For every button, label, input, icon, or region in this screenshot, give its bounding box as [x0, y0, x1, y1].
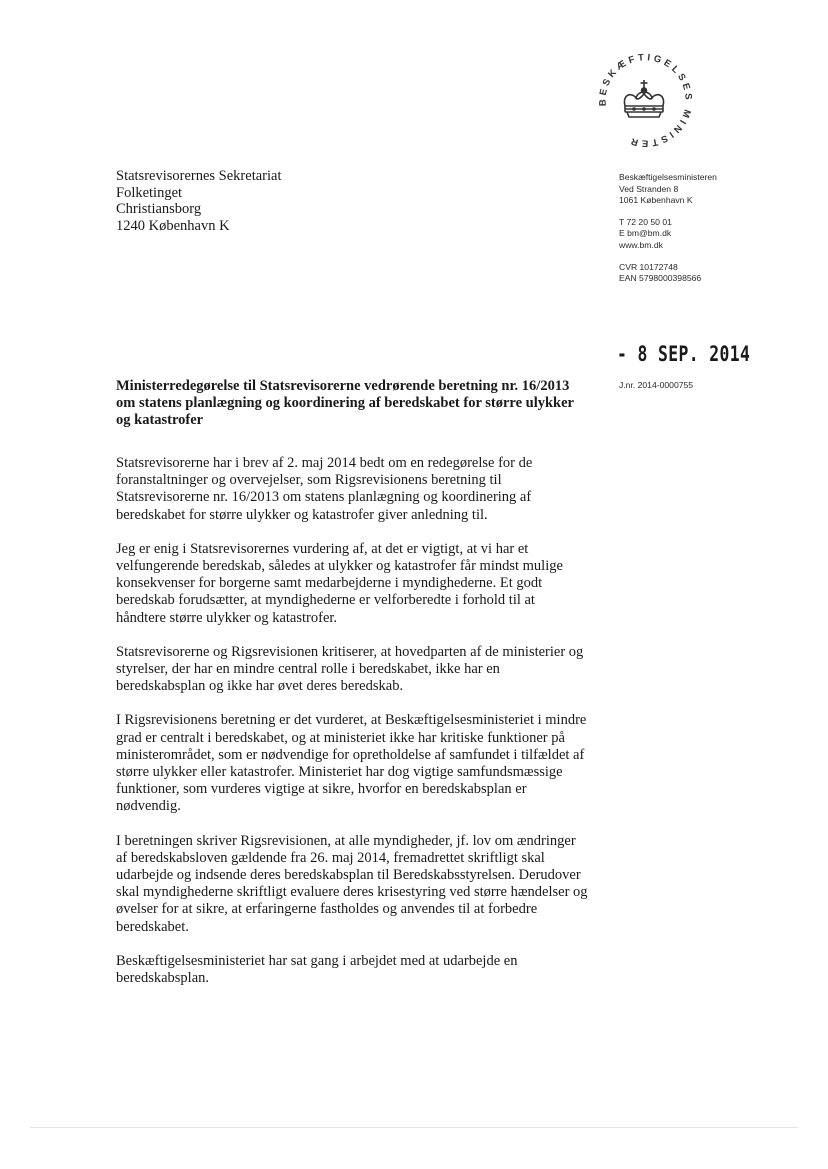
sender-web: www.bm.dk [619, 239, 663, 250]
recipient-line: Christiansborg [116, 201, 202, 217]
recipient-line: 1240 København K [116, 217, 230, 234]
body-paragraph: Statsrevisorerne og Rigsrevisionen kritiserer, at hovedparten af de ministerier og styrelser, der har en mindre central rolle i beredskabet, ikke har en beredskabsplan og ikke har øvet deres beredskab. [116, 643, 584, 695]
letter-subject: Ministerredegørelse til Statsrevisorerne vedrørende beretning nr. 16/2013 om statens planlægning og koordinering af beredskabet for større ulykker og katastrofer [116, 378, 574, 428]
seal-arc-text: BESKÆFTIGELSES MINISTER [597, 52, 694, 149]
seal-graphic [590, 46, 698, 154]
crown-icon [624, 80, 663, 117]
ministry-seal [590, 46, 698, 154]
sender-street: Ved Stranden 8 [619, 183, 679, 194]
journal-number: J.nr. 2014-0000755 [619, 380, 694, 390]
svg-text:BESKÆFTIGELSES MINISTERIET [590, 46, 694, 149]
recipient-address [116, 168, 281, 234]
sender-city: 1061 København K [619, 195, 693, 206]
sender-cvr: CVR 10172748 [619, 261, 678, 272]
sender-phone: T 72 20 50 01 [619, 216, 672, 227]
sender-email: E bm@bm.dk [619, 228, 672, 239]
sender-info [619, 172, 717, 285]
body-paragraph: Statsrevisorerne har i brev af 2. maj 2014 bedt om en redegørelse for de foranstaltninger og overvejelser, som Rigsrevisionens beretning til Statsrevisorerne nr. 16/2013 om statens planlægning og koordinering af beredskabet for større ulykker og katastrofer giver anledning til. [116, 455, 533, 523]
body-paragraph: I Rigsrevisionens beretning er det vurderet, at Beskæftigelsesministeriet i mindre grad er centralt i beredskabet, og at ministeriet ikke har kritiske funktioner på ministerområdet, som er nødvendige for opretholdelse af samfundet i tilfældet af større ulykker eller katastrofer. Ministeriet har dog vigtige samfundsmæssige funktioner, som vurderes vigtige at sikre, hvorfor en beredskabsplan er nødvendig. [116, 712, 587, 815]
letter-body [116, 455, 588, 1004]
footer-divider [30, 1127, 798, 1128]
body-paragraph: Jeg er enig i Statsrevisorernes vurdering af, at det er vigtigt, at vi har et velfungerende beredskab, således at ulykker og katastrofer får mindst mulige konsekvenser for borgerne samt medarbejderne i myndighederne. Et godt beredskab forudsætter, at myndighederne er velforberedte i forhold til at håndtere større ulykker og katastrofer. [116, 540, 563, 626]
body-paragraph: I beretningen skriver Rigsrevisionen, at alle myndigheder, jf. lov om ændringer af beredskabsloven gældende fra 26. maj 2014, fremadrettet skriftligt skal udarbejde og indsende deres beredskabsplan til Beredskabsstyrelsen. Derudover skal myndighederne skriftligt evaluere deres krisestyring ved større hændelser og øvelser for at sikre, at erfaringerne fastholdes og anvendes til at forbedre beredskabet. [116, 832, 588, 935]
sender-ean: EAN 5798000398566 [619, 273, 702, 284]
sender-name: Beskæftigelsesministeren [619, 172, 717, 182]
body-paragraph: Beskæftigelsesministeriet har sat gang i arbejdet med at udarbejde en beredskabsplan. [116, 952, 518, 987]
recipient-line: Folketinget [116, 184, 183, 201]
recipient-line: Statsrevisorernes Sekretariat [116, 168, 282, 184]
date-stamp: - 8 SEP. 2014 [617, 342, 751, 366]
